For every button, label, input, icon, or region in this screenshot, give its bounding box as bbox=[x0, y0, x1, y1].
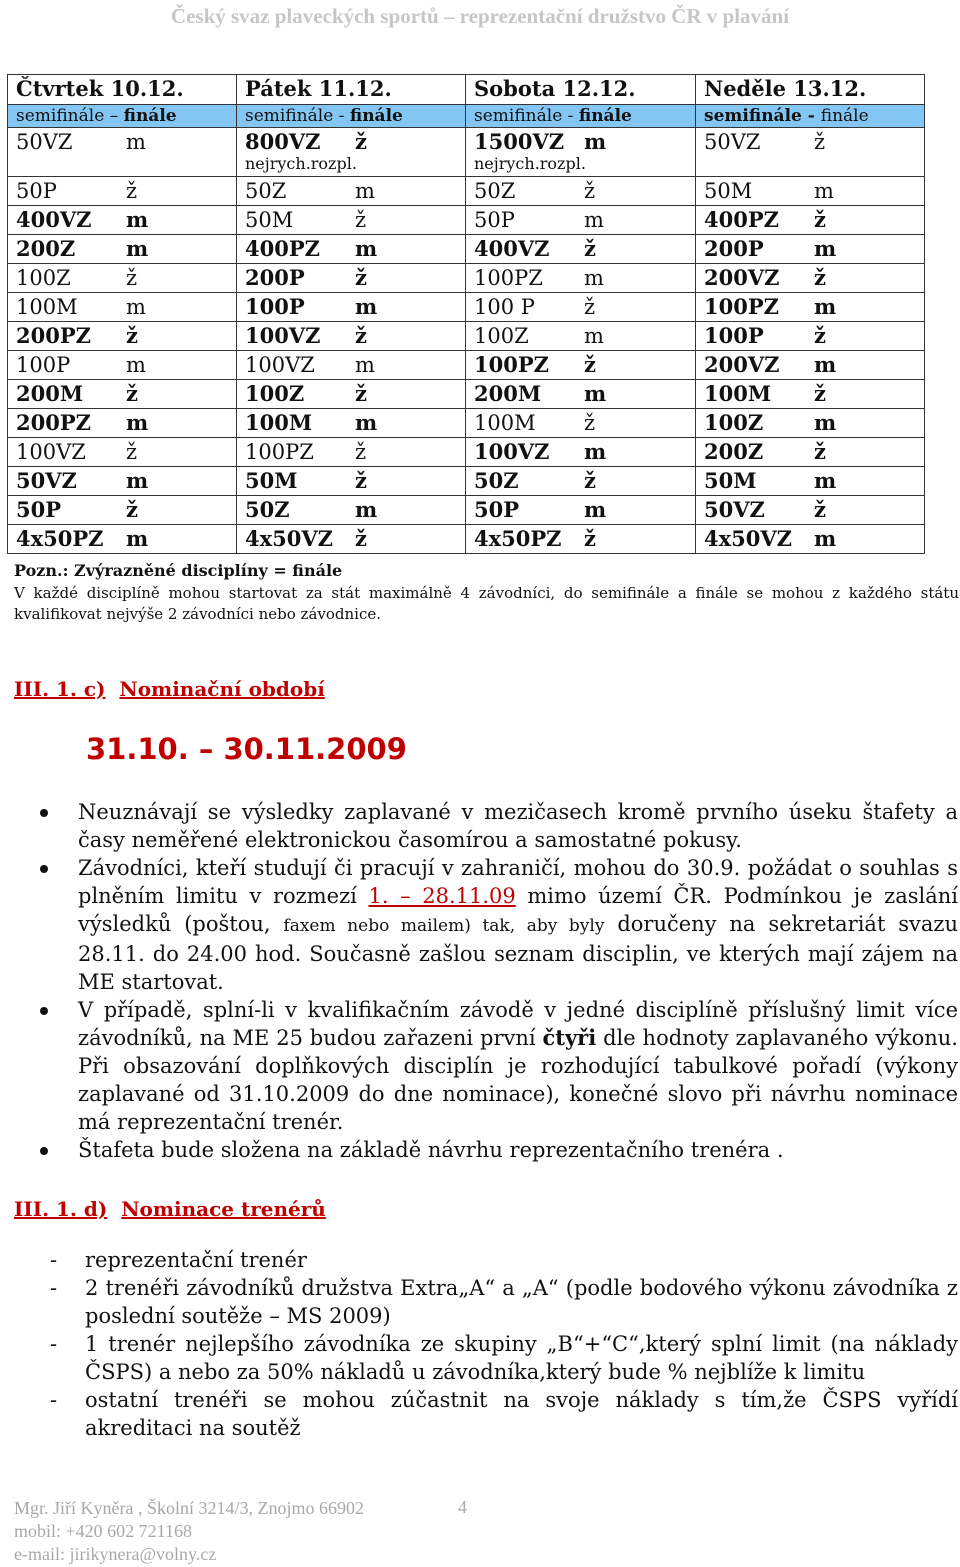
gender-label: m bbox=[814, 294, 837, 319]
event-name: 50M bbox=[245, 208, 294, 232]
day-header-cell: Čtvrtek 10.12. bbox=[8, 75, 237, 105]
event-cell bbox=[237, 496, 466, 525]
gender-label: m bbox=[126, 526, 149, 551]
section-c-title: Nominační období bbox=[119, 677, 325, 701]
event-name: 50M bbox=[245, 468, 298, 493]
gender-label: m bbox=[126, 236, 149, 261]
event-cell bbox=[696, 525, 925, 554]
gender-label: m bbox=[355, 294, 378, 319]
event-name: 200M bbox=[474, 381, 542, 406]
section-d-title: Nominace trenérů bbox=[121, 1197, 326, 1221]
event-name: 4x50PZ bbox=[16, 526, 104, 551]
event-cell bbox=[8, 409, 237, 438]
event-cell bbox=[237, 235, 466, 264]
event-name: 100VZ bbox=[245, 323, 321, 348]
event-name: 400PZ bbox=[704, 207, 779, 232]
event-name: 200VZ bbox=[704, 265, 780, 290]
gender-label: m bbox=[355, 353, 375, 377]
gender-label: ž bbox=[814, 381, 826, 406]
note-heading bbox=[14, 561, 342, 580]
table-row bbox=[8, 235, 925, 264]
gender-label: m bbox=[126, 295, 146, 319]
section-d-number: III. 1. d) bbox=[14, 1197, 108, 1221]
list-item bbox=[0, 1136, 958, 1164]
event-cell bbox=[696, 264, 925, 293]
gender-label: ž bbox=[126, 179, 138, 203]
event-name: 200P bbox=[704, 236, 764, 261]
event-cell bbox=[8, 467, 237, 496]
event-cell bbox=[466, 351, 696, 380]
gender-label: ž bbox=[814, 323, 826, 348]
gender-label: m bbox=[355, 497, 378, 522]
gender-label: m bbox=[814, 526, 837, 551]
gender-label: m bbox=[355, 236, 378, 261]
event-cell bbox=[466, 264, 696, 293]
event-name: 50P bbox=[474, 208, 515, 232]
gender-label: ž bbox=[126, 381, 138, 406]
event-name: 4x50VZ bbox=[245, 526, 333, 551]
event-cell bbox=[8, 177, 237, 206]
list-text: 1 trenér nejlepšího závodníka ze skupiny „B“+“C“,který splní limit (na náklady ČSPS) a nebo za 50% nákladů u závodníka,který bude % nejblíže k limitu bbox=[85, 1332, 958, 1384]
event-cell bbox=[696, 496, 925, 525]
gender-label: ž bbox=[584, 468, 596, 493]
dash-marker: - bbox=[50, 1388, 58, 1412]
dash-marker: - bbox=[50, 1332, 58, 1356]
event-name: 1500VZ bbox=[474, 129, 565, 154]
bullet-text: faxem nebo mailem) tak, aby byly bbox=[283, 916, 605, 936]
bullet-text: Štafeta bude složena na základě návrhu reprezentačního trenéra . bbox=[78, 1138, 784, 1162]
list-item bbox=[0, 1386, 958, 1442]
gender-label: m bbox=[126, 353, 146, 377]
gender-label: m bbox=[584, 439, 607, 464]
event-cell bbox=[696, 177, 925, 206]
schedule-table bbox=[7, 74, 925, 554]
gender-label: ž bbox=[584, 236, 596, 261]
event-name: 100M bbox=[245, 410, 313, 435]
bullet-icon bbox=[40, 1147, 48, 1155]
event-cell bbox=[696, 409, 925, 438]
event-cell bbox=[237, 467, 466, 496]
event-cell bbox=[696, 206, 925, 235]
event-name: 50P bbox=[16, 179, 57, 203]
event-cell bbox=[237, 128, 466, 177]
event-name: 50VZ bbox=[16, 468, 77, 493]
note-label: Pozn. bbox=[14, 561, 63, 580]
gender-label: m bbox=[584, 324, 604, 348]
table-row bbox=[8, 380, 925, 409]
table-row bbox=[8, 467, 925, 496]
event-name: 100P bbox=[704, 323, 764, 348]
table-row bbox=[8, 409, 925, 438]
event-name: 400VZ bbox=[474, 236, 550, 261]
event-name: 50Z bbox=[245, 179, 287, 203]
gender-label: ž bbox=[355, 526, 367, 551]
gender-label: m bbox=[126, 207, 149, 232]
gender-label: ž bbox=[584, 352, 596, 377]
event-cell bbox=[8, 235, 237, 264]
date-range-link[interactable]: 1. – 28.11.09 bbox=[368, 884, 516, 908]
dash-marker: - bbox=[50, 1248, 58, 1272]
footer-phone: mobil: +420 602 721168 bbox=[14, 1521, 192, 1541]
gender-label: ž bbox=[355, 440, 367, 464]
event-name: 50Z bbox=[245, 497, 290, 522]
gender-label: ž bbox=[584, 179, 596, 203]
gender-label: ž bbox=[126, 497, 138, 522]
gender-label: ž bbox=[355, 129, 367, 154]
event-name: 50M bbox=[704, 468, 757, 493]
event-cell bbox=[8, 380, 237, 409]
event-name: 50Z bbox=[474, 468, 519, 493]
event-name: 50VZ bbox=[704, 497, 765, 522]
event-name: 100PZ bbox=[245, 440, 314, 464]
gender-label: m bbox=[355, 179, 375, 203]
gender-label: ž bbox=[814, 207, 826, 232]
event-cell bbox=[466, 496, 696, 525]
event-cell bbox=[237, 525, 466, 554]
phase-cell bbox=[8, 105, 237, 128]
phase-row bbox=[8, 105, 925, 128]
event-cell bbox=[8, 293, 237, 322]
event-name: 200VZ bbox=[704, 352, 780, 377]
event-name: 100PZ bbox=[704, 294, 779, 319]
event-cell bbox=[237, 206, 466, 235]
event-cell bbox=[8, 525, 237, 554]
event-name: 100P bbox=[245, 294, 305, 319]
event-name: 100M bbox=[16, 295, 78, 319]
dash-marker: - bbox=[50, 1276, 58, 1300]
table-row bbox=[8, 206, 925, 235]
section-d-heading bbox=[14, 1197, 326, 1221]
phase-label: finále bbox=[820, 106, 869, 126]
gender-label: m bbox=[814, 179, 834, 203]
bullet-text: mimo území ČR. Podmínkou je zaslání výsledků (poštou, bbox=[78, 884, 958, 936]
table-row bbox=[8, 322, 925, 351]
event-note: nejrych.rozpl. bbox=[245, 154, 357, 173]
list-item bbox=[0, 1330, 958, 1386]
event-cell bbox=[237, 177, 466, 206]
section-c-heading bbox=[14, 677, 325, 701]
event-cell bbox=[237, 293, 466, 322]
list-item bbox=[0, 996, 958, 1136]
event-cell bbox=[696, 128, 925, 177]
event-name: 100M bbox=[474, 411, 536, 435]
event-name: 200P bbox=[245, 265, 305, 290]
phase-label: finále bbox=[123, 106, 177, 126]
gender-label: ž bbox=[584, 526, 596, 551]
bullet-text: dle hodnoty zaplavaného výkonu. Při obsazování doplňkových disciplín je rozhodující tabulkové pořadí (výkony zaplavané od 31.10.2009 do dne nominace), konečné slovo při návrhu nominace má reprezentační trenér. bbox=[78, 1026, 958, 1134]
event-cell bbox=[8, 322, 237, 351]
bullet-emphasis: čtyři bbox=[542, 1025, 597, 1050]
event-name: 200PZ bbox=[16, 323, 91, 348]
phase-label: finále bbox=[349, 106, 403, 126]
event-cell bbox=[466, 293, 696, 322]
event-cell bbox=[466, 235, 696, 264]
event-name: 50VZ bbox=[16, 130, 73, 154]
gender-label: ž bbox=[814, 439, 826, 464]
table-row bbox=[8, 496, 925, 525]
phase-label: finále bbox=[578, 106, 632, 126]
event-name: 100VZ bbox=[16, 440, 86, 464]
event-name: 100Z bbox=[245, 381, 305, 406]
phase-label: semifinále – bbox=[16, 106, 124, 126]
event-name: 100VZ bbox=[245, 353, 315, 377]
table-row bbox=[8, 438, 925, 467]
table-row bbox=[8, 177, 925, 206]
event-cell bbox=[466, 128, 696, 177]
page-header: Český svaz plaveckých sportů – reprezentační družstvo ČR v plavání bbox=[170, 4, 790, 28]
event-cell bbox=[696, 467, 925, 496]
gender-label: ž bbox=[355, 208, 367, 232]
event-name: 50M bbox=[704, 179, 753, 203]
gender-label: m bbox=[584, 497, 607, 522]
gender-label: ž bbox=[126, 440, 138, 464]
list-item bbox=[0, 1274, 958, 1330]
day-header-cell: Sobota 12.12. bbox=[466, 75, 696, 105]
phase-cell bbox=[466, 105, 696, 128]
event-name: 100M bbox=[704, 381, 772, 406]
event-name: 200Z bbox=[704, 439, 764, 464]
event-cell bbox=[8, 128, 237, 177]
phase-label: semifinále - bbox=[704, 106, 821, 126]
event-name: 100Z bbox=[704, 410, 764, 435]
table-row bbox=[8, 351, 925, 380]
gender-label: m bbox=[355, 410, 378, 435]
gender-label: ž bbox=[814, 265, 826, 290]
table-row bbox=[8, 293, 925, 322]
gender-label: ž bbox=[584, 411, 596, 435]
gender-label: ž bbox=[126, 323, 138, 348]
note-emphasis: : Zvýrazněné disciplíny = finále bbox=[62, 561, 343, 580]
event-name: 4x50VZ bbox=[704, 526, 792, 551]
gender-label: ž bbox=[355, 468, 367, 493]
bullet-icon bbox=[40, 1007, 48, 1015]
rules-list bbox=[0, 798, 958, 1164]
gender-label: m bbox=[584, 208, 604, 232]
event-cell bbox=[466, 322, 696, 351]
bullet-text: Neuznávají se výsledky zaplavané v mezičasech kromě prvního úseku štafety a časy neměřené elektronickou časomírou a samostatné pokusy. bbox=[78, 800, 958, 852]
event-name: 100PZ bbox=[474, 266, 543, 290]
bullet-text: doručeny na sekretariát svazu 28.11. do 24.00 hod. Současně zašlou seznam disciplin, ve kterých mají zájem na ME startovat. bbox=[78, 912, 958, 994]
event-cell bbox=[8, 351, 237, 380]
gender-label: m bbox=[814, 236, 837, 261]
event-name: 400VZ bbox=[16, 207, 92, 232]
event-name: 200PZ bbox=[16, 410, 91, 435]
day-header-cell: Pátek 11.12. bbox=[237, 75, 466, 105]
list-text: ostatní trenéři se mohou zúčastnit na svoje náklady s tím,že ČSPS vyřídí akreditaci na soutěž bbox=[85, 1388, 958, 1440]
event-name: 50P bbox=[16, 497, 62, 522]
event-name: 100 P bbox=[474, 295, 535, 319]
gender-label: ž bbox=[814, 497, 826, 522]
table-header-row bbox=[8, 75, 925, 105]
event-name: 50P bbox=[474, 497, 520, 522]
gender-label: m bbox=[584, 129, 607, 154]
list-item bbox=[0, 854, 958, 996]
event-cell bbox=[696, 235, 925, 264]
page-footer bbox=[14, 1497, 364, 1566]
gender-label: m bbox=[126, 468, 149, 493]
section-c-number: III. 1. c) bbox=[14, 677, 106, 701]
gender-label: ž bbox=[355, 381, 367, 406]
gender-label: m bbox=[814, 352, 837, 377]
bullet-text: V případě, splní-li v kvalifikačním závodě v jedné disciplíně příslušný limit více závodníků, na ME 25 budou zařazeni první bbox=[78, 998, 958, 1050]
event-name: 800VZ bbox=[245, 129, 321, 154]
list-item bbox=[0, 1246, 958, 1274]
event-cell bbox=[237, 264, 466, 293]
gender-label: ž bbox=[814, 130, 826, 154]
table-row bbox=[8, 128, 925, 177]
event-name: 100PZ bbox=[474, 352, 549, 377]
gender-label: m bbox=[584, 266, 604, 290]
bullet-icon bbox=[40, 809, 48, 817]
event-cell bbox=[8, 264, 237, 293]
list-text: 2 trenéři závodníků družstva Extra„A“ a „A“ (podle bodového výkonu závodníka z poslední soutěže – MS 2009) bbox=[85, 1276, 958, 1328]
event-cell bbox=[466, 177, 696, 206]
event-name: 50Z bbox=[474, 179, 516, 203]
event-cell bbox=[237, 438, 466, 467]
gender-label: m bbox=[814, 410, 837, 435]
event-cell bbox=[8, 438, 237, 467]
phase-label: semifinále - bbox=[245, 106, 350, 126]
event-cell bbox=[696, 322, 925, 351]
footer-address: Mgr. Jiří Kyněra , Školní 3214/3, Znojmo 66902 bbox=[14, 1498, 364, 1518]
gender-label: m bbox=[126, 130, 146, 154]
event-cell bbox=[696, 293, 925, 322]
table-row bbox=[8, 264, 925, 293]
event-name: 100Z bbox=[474, 324, 529, 348]
event-cell bbox=[466, 438, 696, 467]
gender-label: ž bbox=[355, 323, 367, 348]
event-cell bbox=[466, 409, 696, 438]
event-cell bbox=[696, 351, 925, 380]
event-note: nejrych.rozpl. bbox=[474, 154, 586, 173]
event-cell bbox=[237, 380, 466, 409]
event-cell bbox=[8, 206, 237, 235]
event-name: 50VZ bbox=[704, 130, 761, 154]
gender-label: m bbox=[126, 410, 149, 435]
gender-label: ž bbox=[355, 265, 367, 290]
gender-label: ž bbox=[126, 266, 138, 290]
event-cell bbox=[237, 322, 466, 351]
event-cell bbox=[237, 351, 466, 380]
phase-label: semifinále - bbox=[474, 106, 579, 126]
nomination-period-date: 31.10. – 30.11.2009 bbox=[86, 732, 407, 766]
event-cell bbox=[8, 496, 237, 525]
gender-label: ž bbox=[584, 295, 596, 319]
event-cell bbox=[466, 380, 696, 409]
note-text: V každé disciplíně mohou startovat za stát maximálně 4 závodníci, do semifinále a finále se mohou z každého státu kvalifikovat nejvýše 2 závodníci nebo závodnice. bbox=[14, 584, 959, 623]
event-name: 400PZ bbox=[245, 236, 320, 261]
event-name: 200Z bbox=[16, 236, 76, 261]
event-cell bbox=[466, 206, 696, 235]
event-name: 4x50PZ bbox=[474, 526, 562, 551]
bullet-text: Závodníci, kteří studují či pracují v zahraničí, mohou do 30.9. požádat o souhlas s plněním limitu v rozmezí bbox=[78, 856, 958, 908]
event-cell bbox=[696, 438, 925, 467]
event-name: 100P bbox=[16, 353, 71, 377]
event-cell bbox=[237, 409, 466, 438]
phase-cell bbox=[696, 105, 925, 128]
day-header-cell: Neděle 13.12. bbox=[696, 75, 925, 105]
table-row bbox=[8, 525, 925, 554]
event-name: 100VZ bbox=[474, 439, 550, 464]
footer-email[interactable]: e-mail: jirikynera@volny.cz bbox=[14, 1544, 217, 1564]
list-text: reprezentační trenér bbox=[85, 1248, 307, 1272]
gender-label: m bbox=[814, 468, 837, 493]
event-cell bbox=[696, 380, 925, 409]
list-item bbox=[0, 798, 958, 854]
event-name: 200M bbox=[16, 381, 84, 406]
event-cell bbox=[466, 525, 696, 554]
gender-label: m bbox=[584, 381, 607, 406]
event-name: 100Z bbox=[16, 266, 71, 290]
phase-cell bbox=[237, 105, 466, 128]
bullet-icon bbox=[40, 865, 48, 873]
event-cell bbox=[466, 467, 696, 496]
coaches-list bbox=[0, 1246, 958, 1442]
page-number: 4 bbox=[458, 1497, 467, 1517]
